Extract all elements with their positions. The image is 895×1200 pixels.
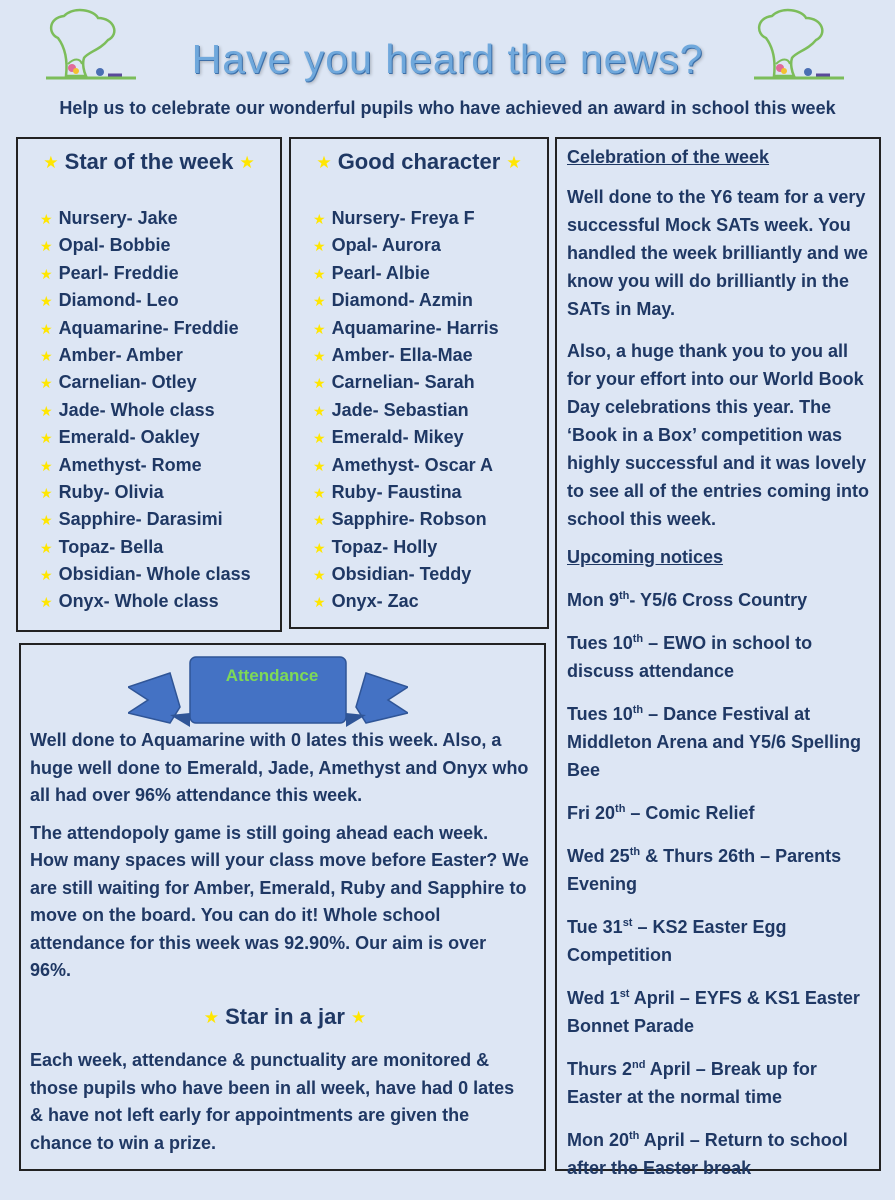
notice-item: Wed 1st April – EYFS & KS1 Easter Bonnet Parade (567, 988, 860, 1036)
good-character-item (313, 232, 499, 259)
star-icon: ★ (313, 320, 326, 337)
star-of-week-item (40, 260, 251, 287)
good-character-box (289, 137, 549, 629)
star-of-week-item-label: Pearl- Freddie (58, 262, 179, 283)
star-icon: ★ (506, 153, 522, 173)
good-character-item-label: Ruby- Faustina (331, 481, 462, 502)
star-of-week-item-label: Diamond- Leo (58, 290, 179, 311)
attendance-para-2: The attendopoly game is still going ahead each week. How many spaces will your class move before Easter? We are still waiting for Amber, Emerald, Ruby and Sapphire to move on the board. You can do it! Whole school attendance for this week was 92.90%. Our aim is over 96%. (30, 822, 529, 980)
good-character-item (313, 205, 499, 232)
notices-list (567, 582, 871, 1182)
star-of-week-item-label: Jade- Whole class (58, 399, 215, 420)
star-icon: ★ (40, 512, 53, 529)
good-character-item-label: Jade- Sebastian (331, 399, 469, 420)
star-of-week-item-label: Opal- Bobbie (58, 235, 171, 256)
star-of-week-item (40, 205, 251, 232)
star-of-week-item-label: Ruby- Olivia (58, 481, 164, 502)
star-of-week-item (40, 342, 251, 369)
notices-heading: Upcoming notices (567, 547, 724, 567)
good-character-item (313, 588, 499, 615)
good-character-item (313, 315, 499, 342)
good-character-item-label: Nursery- Freya F (331, 208, 475, 228)
notice-item: Fri 20th – Comic Relief (567, 803, 755, 823)
star-icon: ★ (40, 347, 53, 364)
star-icon: ★ (313, 211, 326, 227)
star-icon: ★ (40, 238, 53, 255)
good-character-item-label: Pearl- Albie (331, 262, 430, 283)
good-character-item (313, 424, 499, 451)
star-in-jar-text: Each week, attendance & punctuality are monitored & those pupils who have been in all week, have had 0 lates & have not left early for appointments are given the chance to win a prize. (30, 1050, 515, 1153)
star-icon: ★ (40, 484, 53, 501)
star-icon: ★ (40, 211, 53, 227)
star-icon: ★ (313, 567, 326, 584)
star-of-week-item (40, 452, 251, 479)
star-of-week-item (40, 561, 251, 588)
celebration-para-1: Well done to the Y6 team for a very successful Mock SATs week. You handled the week brilliantly and we know you will do brilliantly in the SATs in May. (567, 187, 869, 319)
good-character-item-label: Emerald- Mikey (331, 427, 464, 448)
good-character-item (313, 534, 499, 561)
good-character-item (313, 561, 499, 588)
star-of-week-item-label: Carnelian- Otley (58, 372, 197, 393)
star-icon: ★ (313, 430, 326, 447)
star-of-week-item (40, 588, 251, 615)
page-subtitle: Help us to celebrate our wonderful pupils who have achieved an award in school this week (59, 98, 836, 118)
page-title: Have you heard the news? (191, 36, 704, 82)
attendance-text (30, 727, 530, 985)
star-of-week-item (40, 287, 251, 314)
good-character-item (313, 287, 499, 314)
attendance-para-1: Well done to Aquamarine with 0 lates this week. Also, a huge well done to Emerald, Jade, Amethyst and Onyx who all had over 96% attendance this week. (30, 730, 529, 805)
star-icon: ★ (40, 457, 53, 474)
notice-item: Thurs 2nd April – Break up for Easter at the normal time (567, 1059, 817, 1107)
good-character-item-label: Sapphire- Robson (331, 509, 487, 530)
star-icon: ★ (313, 594, 326, 611)
star-icon: ★ (313, 457, 326, 474)
star-of-week-item (40, 534, 251, 561)
star-of-week-list (40, 205, 251, 616)
star-icon: ★ (313, 484, 326, 501)
celebration-box (555, 137, 881, 1178)
star-of-week-item-label: Amethyst- Rome (58, 454, 202, 475)
star-icon: ★ (313, 375, 326, 392)
good-character-item-label: Carnelian- Sarah (331, 372, 475, 393)
notice-item: Tues 10th – Dance Festival at Middleton Arena and Y5/6 Spelling Bee (567, 704, 862, 780)
good-character-list (313, 205, 499, 616)
star-of-week-item-label: Obsidian- Whole class (58, 564, 251, 585)
star-icon: ★ (239, 153, 255, 173)
notice-item: Tue 31st – KS2 Easter Egg Competition (567, 917, 787, 965)
star-of-week-item-label: Emerald- Oakley (58, 427, 200, 448)
star-of-week-item-label: Onyx- Whole class (58, 591, 219, 612)
star-icon: ★ (313, 265, 326, 282)
star-of-week-item (40, 479, 251, 506)
star-icon: ★ (203, 1008, 219, 1028)
star-icon: ★ (40, 402, 53, 419)
star-icon: ★ (313, 293, 326, 310)
star-icon: ★ (316, 153, 332, 173)
good-character-item-label: Amethyst- Oscar A (331, 454, 493, 475)
notice-item: Mon 20th April – Return to school after the Easter break (567, 1130, 848, 1178)
star-of-week-item-label: Aquamarine- Freddie (58, 317, 239, 338)
star-of-week-box (16, 137, 282, 632)
attendance-banner-label: Attendance (225, 666, 319, 685)
star-in-jar-title: ★ Star in a jar ★ (203, 1004, 367, 1029)
star-icon: ★ (351, 1008, 367, 1028)
star-icon: ★ (40, 539, 53, 556)
star-icon: ★ (40, 567, 53, 584)
star-icon: ★ (313, 402, 326, 419)
celebration-heading: Celebration of the week (567, 147, 770, 167)
star-icon: ★ (40, 320, 53, 337)
star-of-week-item (40, 397, 251, 424)
star-of-week-item (40, 424, 251, 451)
star-of-week-item-label: Amber- Amber (58, 344, 183, 365)
star-of-week-item (40, 369, 251, 396)
good-character-title: ★ Good character ★ (316, 149, 522, 174)
star-of-week-item (40, 232, 251, 259)
good-character-item-label: Diamond- Azmin (331, 290, 473, 311)
good-character-item-label: Aquamarine- Harris (331, 317, 499, 338)
star-of-week-item-label: Nursery- Jake (58, 208, 178, 228)
notice-item: Wed 25th & Thurs 26th – Parents Evening (567, 846, 842, 894)
good-character-item-label: Onyx- Zac (331, 591, 419, 612)
star-of-week-item (40, 315, 251, 342)
star-of-week-item-label: Sapphire- Darasimi (58, 509, 223, 530)
good-character-item-label: Amber- Ella-Mae (331, 344, 473, 365)
good-character-item (313, 260, 499, 287)
star-icon: ★ (40, 430, 53, 447)
good-character-item (313, 506, 499, 533)
star-of-week-item-label: Topaz- Bella (58, 536, 164, 557)
star-icon: ★ (40, 375, 53, 392)
star-icon: ★ (313, 512, 326, 529)
star-icon: ★ (40, 293, 53, 310)
good-character-item (313, 479, 499, 506)
star-icon: ★ (40, 594, 53, 611)
good-character-item (313, 342, 499, 369)
good-character-item (313, 369, 499, 396)
star-icon: ★ (313, 539, 326, 556)
good-character-item-label: Topaz- Holly (331, 536, 438, 557)
good-character-item (313, 452, 499, 479)
star-icon: ★ (313, 238, 326, 255)
star-of-week-item (40, 506, 251, 533)
notice-item: Mon 9th- Y5/6 Cross Country (567, 590, 808, 610)
good-character-item-label: Obsidian- Teddy (331, 564, 472, 585)
good-character-item-label: Opal- Aurora (331, 235, 441, 256)
star-icon: ★ (43, 153, 59, 173)
good-character-item (313, 397, 499, 424)
star-icon: ★ (313, 347, 326, 364)
celebration-para-2: Also, a huge thank you to you all for your effort into our World Book Day celebrations this year. The ‘Book in a Box’ competition was highly successful and it was lovely to see all of the entries coming into school this week. (567, 341, 870, 529)
star-of-week-title: ★ Star of the week ★ (43, 149, 255, 174)
star-icon: ★ (40, 265, 53, 282)
notice-item: Tues 10th – EWO in school to discuss attendance (567, 633, 813, 681)
